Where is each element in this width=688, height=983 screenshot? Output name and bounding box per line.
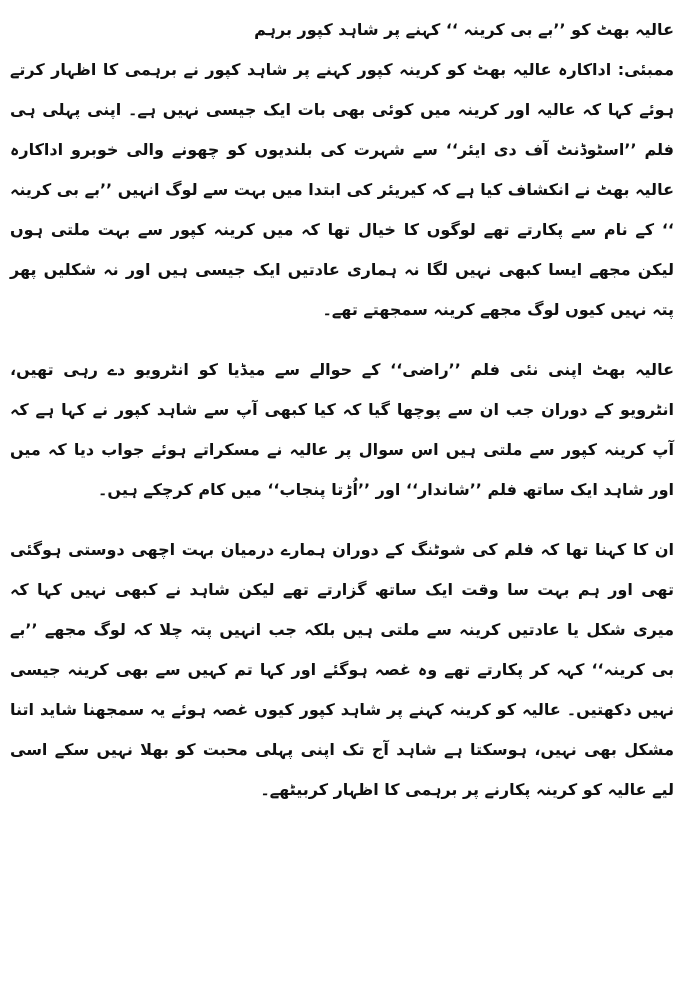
paragraph-3: ان کا کہنا تھا کہ فلم کی شوٹنگ کے دوران ہمارے درمیان بہت اچھی دوستی ہوگئی تھی اور ہم بہت سا وقت ایک ساتھ گزارتے تھے لیکن شاہد نے کبھی نہیں کہا کہ میری شکل یا عادتیں کرینہ سے ملتی ہیں بلکہ جب انہیں پتہ چلا کہ لوگ مجھے ’’بے بی کرینہ‘‘ کہہ کر پکارتے تھے وہ غصہ ہوگئے اور کہا تم کہیں سے بھی کرینہ جیسی نہیں دکھتیں۔ عالیہ کو کرینہ کہنے پر شاہد کپور کیوں غصہ ہوئے یہ سمجھنا شاید اتنا مشکل بھی نہیں، ہوسکتا ہے شاہد آج تک اپنی پہلی محبت کو بھلا نہیں سکے اسی لیے عالیہ کو کرینہ پکارنے پر برہمی کا اظہار کربیٹھے۔ — [10, 540, 674, 799]
article-title: عالیہ بھٹ کو ’’بے بی کرینہ ‘‘ کہنے پر شاہد کپور برہم — [254, 20, 674, 39]
paragraph-1: ممبئی: اداکارہ عالیہ بھٹ کو کرینہ کپور کہنے پر شاہد کپور نے برہمی کا اظہار کرتے ہوئے کہا کہ عالیہ اور کرینہ میں کوئی بھی بات ایک جیسی نہیں ہے۔ اپنی پہلی ہی فلم ’’اسٹوڈنٹ آف دی ایئر‘‘ سے شہرت کی بلندیوں کو چھونے والی خوبرو اداکارہ عالیہ بھٹ نے انکشاف کیا ہے کہ کیریئر کی ابتدا میں بہت سے لوگ انہیں ’’بے بی کرینہ ‘‘ کے نام سے پکارتے تھے لوگوں کا خیال تھا کہ میں کرینہ کپور سے بہت ملتی ہوں لیکن مجھے ایسا کبھی نہیں لگا نہ ہماری عادتیں ایک جیسی ہیں اور نہ شکلیں پھر پتہ نہیں کیوں لوگ مجھے کرینہ سمجھتے تھے۔ — [10, 60, 674, 319]
paragraph-2: عالیہ بھٹ اپنی نئی فلم ’’راضی‘‘ کے حوالے سے میڈیا کو انٹرویو دے رہی تھیں، انٹرویو کے دوران جب ان سے پوچھا گیا کہ کیا کبھی آپ سے شاہد کپور نے کہا ہے کہ آپ کرینہ کپور سے ملتی ہیں اس سوال پر عالیہ نے مسکراتے ہوئے جواب دیا کہ میں اور شاہد ایک ساتھ فلم ’’شاندار‘‘ اور ’’اُڑتا پنجاب‘‘ میں کام کرچکے ہیں۔ — [10, 360, 674, 499]
